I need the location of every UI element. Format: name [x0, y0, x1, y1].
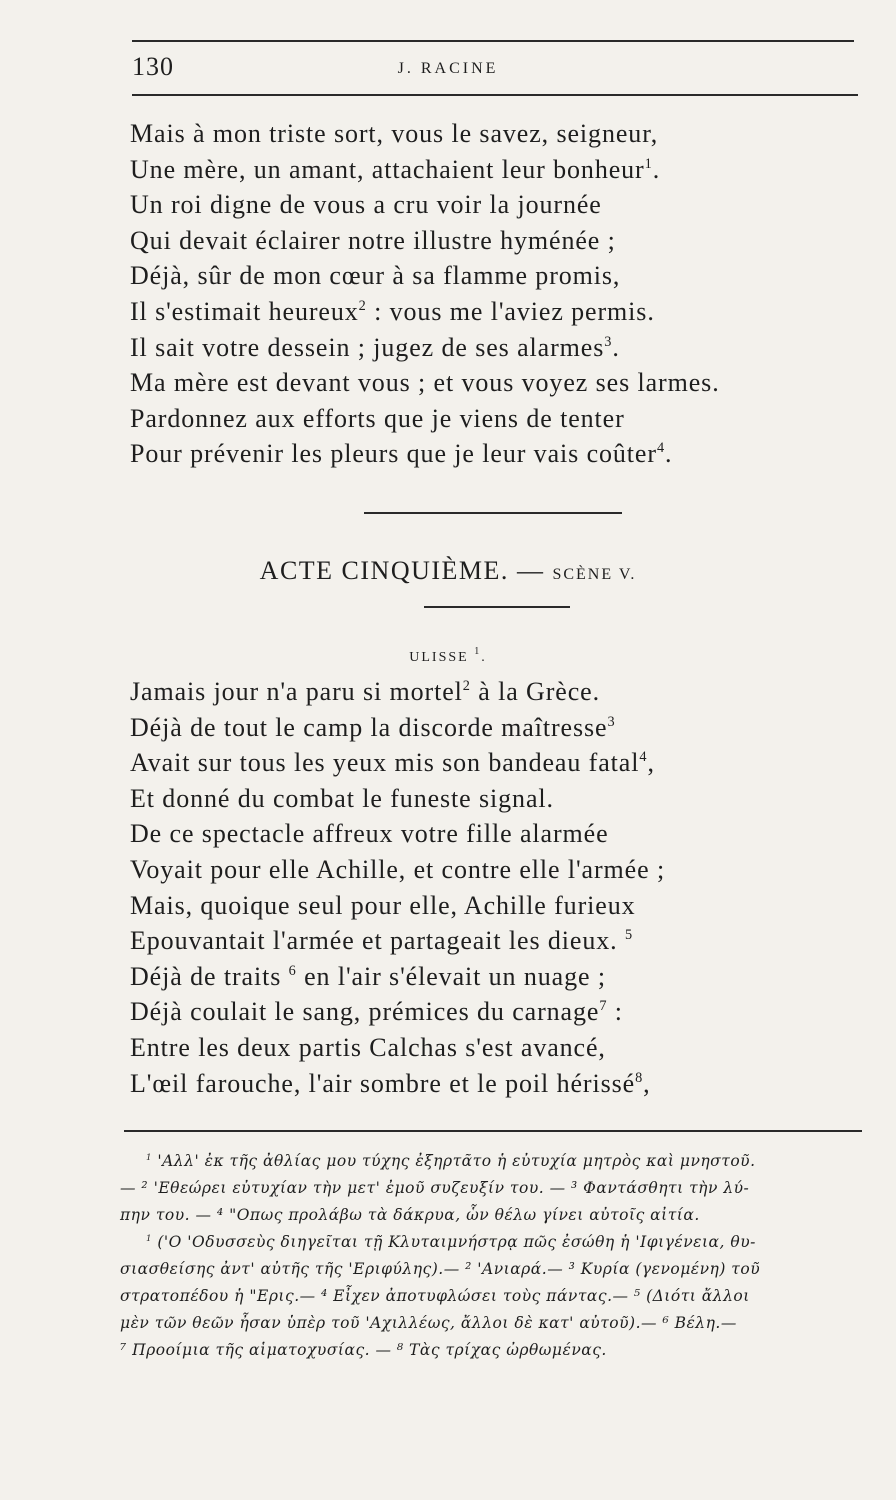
footnote-ref: 2	[462, 678, 471, 694]
footnote-ref: 3	[607, 713, 616, 730]
verse-line: Pardonnez aux efforts que je viens de tenter	[130, 403, 625, 433]
footnote-ref: 4	[639, 749, 648, 766]
verse-line: Mais, quoique seul pour elle, Achille furieux	[130, 890, 636, 920]
verse-line: Déjà coulait le sang, prémices du carnage$^7$ :	[130, 997, 623, 1027]
verse-line: Il sait votre dessein ; jugez de ses alarmes$^3$.	[130, 332, 620, 362]
verse-line: Déjà de traits $^6$ en l'air s'élevait un nuage ;	[130, 961, 606, 991]
footnote-rule	[124, 1130, 862, 1132]
verse-line: Qui devait éclairer notre illustre hyménée ;	[130, 225, 616, 255]
speaker-name: ULISSE $^1$.	[409, 646, 487, 665]
section-divider	[364, 512, 622, 514]
footnote-ref: 7	[599, 998, 608, 1015]
footnote-ref: 2	[358, 297, 367, 314]
verse-line: De ce spectacle affreux votre fille alarmée	[130, 819, 609, 849]
verse-line: Epouvantait l'armée et partageait les dieux. $^5$	[130, 926, 634, 956]
verse-line: Ma mère est devant vous ; et vous voyez ses larmes.	[130, 368, 720, 398]
footnotes-block	[120, 1148, 872, 1364]
verse-line: Mais à mon triste sort, vous le savez, seigneur,	[130, 119, 659, 148]
verse-line: Et donné du combat le funeste signal.	[130, 783, 554, 813]
footnote-line: $^1$ ('Ο 'Οδυσσεὺς διηγεῖται τῇ Κλυταιμνήστρᾳ πῶς ἐσώθη ἡ 'Ιφιγένεια, θυ-	[146, 1233, 756, 1251]
footnote-line: $^1$ 'Αλλ' ἐκ τῆς ἀθλίας μου τύχης ἐξηρτᾶτο ἡ εὐτυχία μητρὸς καὶ μνηστοῦ.	[146, 1152, 756, 1170]
page-number: 130	[132, 52, 174, 81]
verse-line: Une mère, un amant, attachaient leur bonheur$^1$.	[130, 154, 661, 184]
verse-block-first	[130, 116, 830, 472]
heading-underline	[424, 606, 570, 608]
verse-line: Déjà, sûr de mon cœur à sa flamme promis,	[130, 261, 621, 291]
header-rule-top	[132, 40, 854, 42]
verse-line: Un roi digne de vous a cru voir la journée	[130, 190, 602, 220]
footnote-line: στρατοπέδου ἡ "Ερις.— ⁴ Εἶχεν ἀποτυφλώσει τοὺς πάντας.— ⁵ (Διότι ἄλλοι	[120, 1287, 750, 1305]
footnote-line: μὲν τῶν θεῶν ἦσαν ὑπὲρ τοῦ 'Αχιλλέως, ἄλλοι δὲ κατ' αὐτοῦ).— ⁶ Βέλη.—	[120, 1314, 737, 1332]
verse-line: Pour prévenir les pleurs que je leur vais coûter$^4$.	[130, 439, 673, 469]
footnote-ref: 8	[635, 1069, 644, 1086]
running-head-author: J. RACINE	[397, 60, 499, 77]
footnote-ref: 1	[474, 646, 482, 657]
footnote-ref: 1	[644, 155, 653, 172]
verse-block-second	[130, 674, 830, 1101]
header-rule-bottom	[132, 94, 858, 96]
verse-line: L'œil farouche, l'air sombre et le poil hérissé$^8$,	[130, 1068, 651, 1098]
verse-line: Voyait pour elle Achille, et contre elle l'armée ;	[130, 854, 666, 884]
act-scene-heading: ACTE CINQUIÈME. — SCÈNE V.	[259, 556, 637, 585]
verse-line: Entre les deux partis Calchas s'est avancé,	[130, 1032, 606, 1062]
footnote-line: — ² 'Εθεώρει εὐτυχίαν τὴν μετ' ἐμοῦ συζευξίν του. — ³ Φαντάσθητι τὴν λύ-	[120, 1179, 750, 1197]
footnote-ref: 4	[656, 440, 665, 457]
footnote-line: σιασθείσης ἀντ' αὐτῆς τῆς 'Εριφύλης).— ² 'Ανιαρά.— ³ Κυρία (γενομένη) τοῦ	[120, 1260, 761, 1278]
footnote-ref: 6	[288, 962, 297, 979]
act-title: ACTE CINQUIÈME.	[259, 556, 509, 585]
footnote-ref: 5	[624, 927, 634, 944]
footnote-ref: 3	[604, 333, 613, 350]
footnote-line: πην του. — ⁴ "Οπως προλάβω τὰ δάκρυα, ὧν θέλω γίνει αὐτοῖς αἰτία.	[120, 1206, 700, 1224]
verse-line: Avait sur tous les yeux mis son bandeau fatal$^4$,	[130, 748, 655, 778]
footnote-line: ⁷ Προοίμια τῆς αἱματοχυσίας. — ⁸ Τὰς τρίχας ὠρθωμένας.	[120, 1341, 607, 1359]
verse-line: Il s'estimait heureux$^2$ : vous me l'aviez permis.	[130, 296, 655, 326]
scene-label: SCÈNE V.	[552, 566, 637, 583]
verse-line: Déjà de tout le camp la discorde maîtresse$^3$	[130, 712, 616, 742]
verse-line: Jamais jour n'a paru si mortel$^2$ à la Grèce.	[130, 677, 601, 706]
